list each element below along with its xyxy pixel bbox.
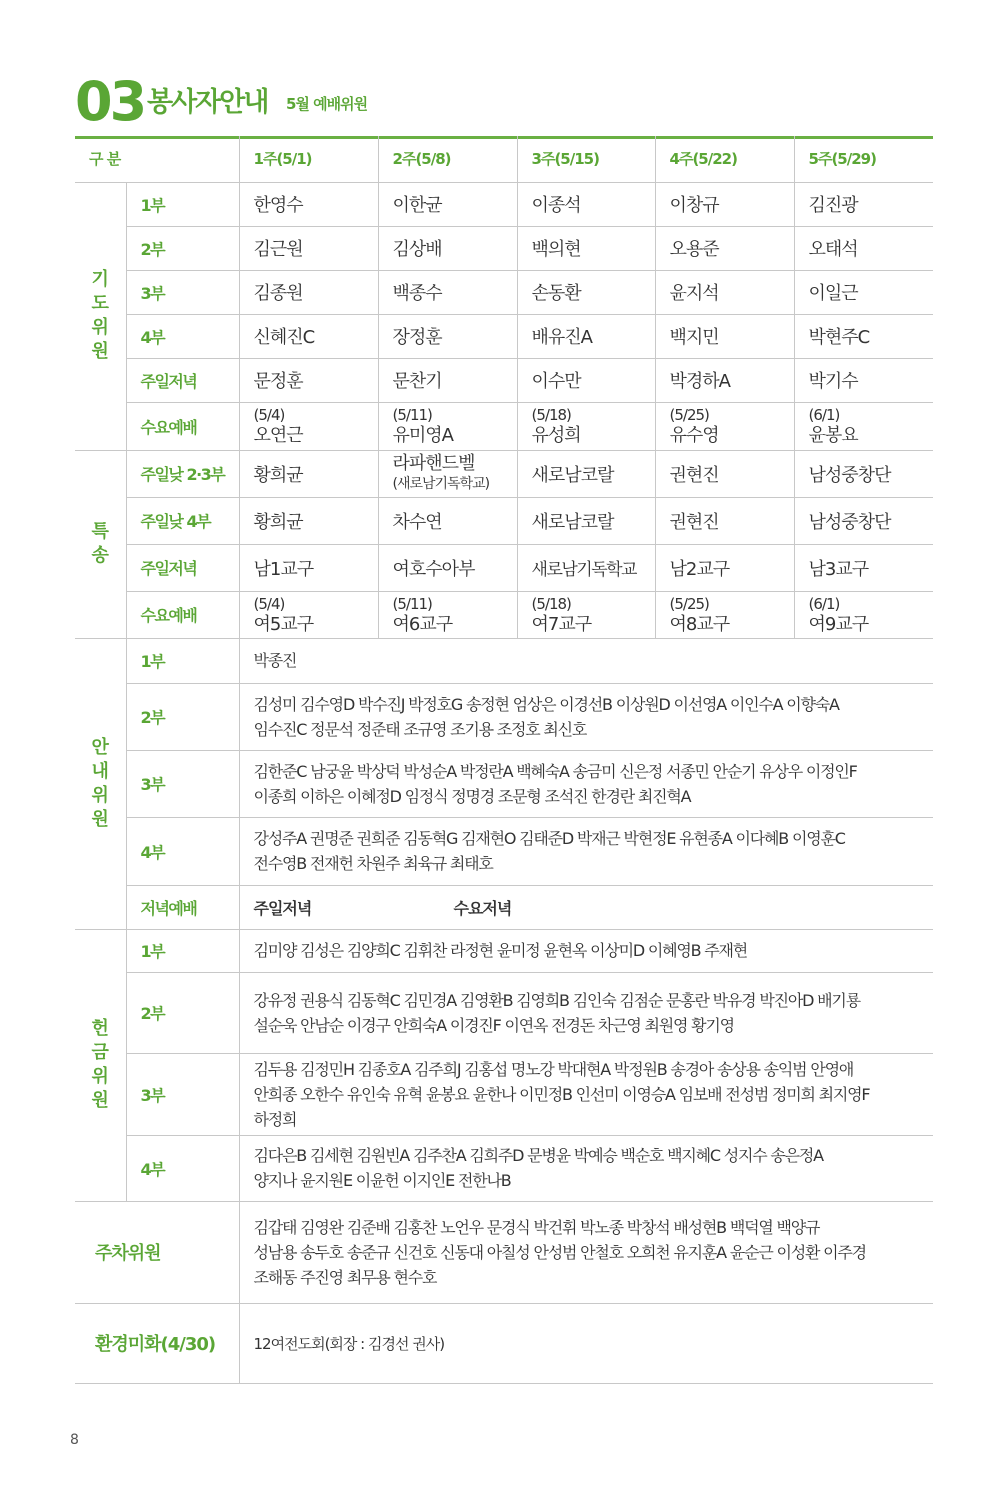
table-row — [75, 1201, 933, 1303]
row-label: 주일낮 4부 — [126, 497, 239, 544]
week-header: 2주(5/8) — [378, 136, 517, 182]
names-line: 김갑태 김영완 김준배 김홍찬 노언우 문경식 박건휘 박노종 박창석 배성현B 백덕열 백양규 — [253, 1217, 820, 1237]
wed-cell — [517, 591, 655, 638]
row-label: 주일저녁 — [126, 358, 239, 402]
name-cell: 권현진 — [655, 497, 794, 544]
wed-cell — [655, 402, 794, 450]
wed-cell — [378, 591, 517, 638]
names-list — [239, 683, 933, 750]
wed-cell — [378, 402, 517, 450]
row-label: 수요예배 — [126, 591, 239, 638]
wed-cell — [239, 402, 378, 450]
names-line: 양지나 윤지원E 이윤헌 이지인E 전한나B — [253, 1171, 511, 1190]
row-label: 수요예배 — [126, 402, 239, 450]
table-row — [75, 750, 933, 817]
group-label-special — [75, 450, 126, 638]
wed-name: 여7교구 — [531, 613, 592, 635]
name-cell: 김진광 — [794, 182, 933, 226]
wed-date: (5/11) — [392, 594, 432, 613]
wed-name: 여5교구 — [253, 613, 314, 635]
page-header — [75, 68, 933, 139]
names-list — [239, 638, 933, 683]
names-line: 김미양 김성은 김양희C 김휘찬 라정현 윤미정 윤현옥 이상미D 이혜영B 주재현 — [253, 941, 748, 960]
row-label: 주일낮 2·3부 — [126, 450, 239, 497]
wed-name: 여6교구 — [392, 613, 453, 635]
names-line: 김한준C 남궁윤 박상덕 박성순A 박정란A 백혜숙A 송금미 신은정 서종민 안순기 유상우 이정인F — [253, 761, 857, 781]
group-text: 안내위원 — [91, 736, 109, 830]
names-line: 박종진 — [253, 651, 297, 670]
name-cell: 오태석 — [794, 226, 933, 270]
week-header: 3주(5/15) — [517, 136, 655, 182]
names-line: 설순욱 안남순 이경구 안희숙A 이경진F 이연옥 전경돈 차근영 최원영 황기영 — [253, 1015, 734, 1035]
sunday-evening: 주일저녁 — [253, 898, 312, 918]
wed-date: (5/18) — [531, 406, 571, 424]
table-row — [75, 270, 933, 314]
row-label: 3부 — [126, 1053, 239, 1135]
wed-cell — [655, 591, 794, 638]
name-cell: 손동환 — [517, 270, 655, 314]
wed-cell — [794, 591, 933, 638]
names-line: 하정희 — [253, 1109, 297, 1129]
name-main: 라파핸드벨 — [392, 452, 475, 474]
name-cell: 새로남코랄 — [517, 497, 655, 544]
evening-cell — [239, 885, 933, 929]
table-row — [75, 497, 933, 544]
wed-name: 윤봉요 — [808, 425, 858, 446]
names-list — [239, 1135, 933, 1201]
table-row — [75, 817, 933, 885]
names-line: 전수영B 전재헌 차원주 최육규 최태호 — [253, 854, 493, 873]
table-row — [75, 544, 933, 591]
names-list — [239, 750, 933, 817]
wed-name: 유성희 — [531, 425, 581, 446]
name-cell: 이한균 — [378, 182, 517, 226]
table-row — [75, 972, 933, 1053]
names-list — [239, 1201, 933, 1303]
name-cell: 김상배 — [378, 226, 517, 270]
group-text: 헌금위원 — [91, 1018, 109, 1111]
page-number: 8 — [70, 1432, 79, 1448]
name-cell: 이일근 — [794, 270, 933, 314]
table-row — [75, 358, 933, 402]
wed-date: (5/25) — [669, 406, 709, 424]
wed-name: 여8교구 — [669, 613, 730, 635]
names-list — [239, 972, 933, 1053]
section-subtitle: 5월 예배위원 — [286, 95, 368, 113]
name-cell: 김근원 — [239, 226, 378, 270]
name-cell: 남1교구 — [239, 544, 378, 591]
table-row — [75, 929, 933, 972]
name-cell: 박경하A — [655, 358, 794, 402]
name-cell: 백종수 — [378, 270, 517, 314]
name-cell: 배유진A — [517, 314, 655, 358]
table-row — [75, 182, 933, 226]
week-header: 1주(5/1) — [239, 136, 378, 182]
names-line: 김성미 김수영D 박수진J 박정호G 송정현 엄상은 이경선B 이상원D 이선영A 이인수A 이향숙A — [253, 694, 839, 714]
group-text: 특송 — [91, 521, 109, 566]
table-header-row — [75, 136, 933, 182]
row-label: 저녁예배 — [126, 885, 239, 929]
wed-name: 유미영A — [392, 425, 453, 446]
week-header: 5주(5/29) — [794, 136, 933, 182]
table-row — [75, 314, 933, 358]
wed-date: (5/11) — [392, 406, 432, 424]
name-cell: 장정훈 — [378, 314, 517, 358]
name-cell: 황희균 — [239, 497, 378, 544]
name-cell: 한영수 — [239, 182, 378, 226]
group-label-guide — [75, 638, 126, 929]
names-line: 김두용 김정민H 김종호A 김주희J 김홍섭 명노강 박대현A 박정원B 송경아 송상용 송익범 안영애 — [253, 1059, 854, 1079]
names-line: 성남용 송두호 송준규 신건호 신동대 아칠성 안성범 안철호 오희천 유지훈A 윤순근 이성환 이주경 — [253, 1242, 866, 1262]
wed-name: 유수영 — [669, 425, 719, 446]
name-cell: 이수만 — [517, 358, 655, 402]
row-label: 4부 — [126, 1135, 239, 1201]
name-cell: 권현진 — [655, 450, 794, 497]
names-line: 강성주A 권명준 권희준 김동혁G 김재현O 김태준D 박재근 박현정E 유현종A 이다혜B 이영훈C — [253, 829, 845, 848]
row-label: 주일저녁 — [126, 544, 239, 591]
volunteer-table — [75, 136, 933, 1384]
name-cell: 김종원 — [239, 270, 378, 314]
parking-label: 주차위원 — [75, 1201, 239, 1303]
name-cell: 황희균 — [239, 450, 378, 497]
name-cell: 여호수아부 — [378, 544, 517, 591]
environment-text: 12여전도회(회장 : 김경선 권사) — [239, 1303, 933, 1383]
table-row — [75, 1303, 933, 1383]
row-label: 1부 — [126, 182, 239, 226]
wednesday-evening: 수요저녁 — [453, 898, 512, 918]
name-cell: 남2교구 — [655, 544, 794, 591]
row-label: 4부 — [126, 817, 239, 885]
name-cell: 남성중창단 — [794, 497, 933, 544]
table-row — [75, 591, 933, 638]
names-line: 조해동 주진영 최무용 현수호 — [253, 1267, 437, 1287]
names-line: 강유정 권용식 김동혁C 김민경A 김영환B 김영희B 김인숙 김점순 문홍란 박유경 박진아D 배기룡 — [253, 990, 860, 1010]
row-label: 1부 — [126, 638, 239, 683]
table-row — [75, 226, 933, 270]
table-row — [75, 450, 933, 497]
table-row — [75, 1135, 933, 1201]
group-text: 기도위원 — [91, 269, 109, 362]
group-label-prayer — [75, 182, 126, 450]
name-cell: 백의현 — [517, 226, 655, 270]
wed-date: (5/25) — [669, 594, 709, 613]
name-cell: 이창규 — [655, 182, 794, 226]
table-row — [75, 683, 933, 750]
wed-cell — [239, 591, 378, 638]
name-cell: 새로남코랄 — [517, 450, 655, 497]
name-cell: 박기수 — [794, 358, 933, 402]
names-list — [239, 1053, 933, 1135]
names-line: 김다은B 김세현 김원빈A 김주찬A 김희주D 문병윤 박예승 백순호 백지혜C 성지수 송은정A — [253, 1146, 823, 1165]
wed-date: (6/1) — [808, 406, 840, 424]
group-label-offering — [75, 929, 126, 1201]
week-header: 4주(5/22) — [655, 136, 794, 182]
row-label: 1부 — [126, 929, 239, 972]
name-cell: 신혜진C — [239, 314, 378, 358]
table-row — [75, 402, 933, 450]
name-cell: 차수연 — [378, 497, 517, 544]
name-cell: 윤지석 — [655, 270, 794, 314]
names-line: 이종희 이하은 이혜정D 임정식 정명경 조문형 조석진 한경란 최진혁A — [253, 786, 691, 806]
name-cell: 남3교구 — [794, 544, 933, 591]
name-cell: 박현주C — [794, 314, 933, 358]
wed-cell — [517, 402, 655, 450]
section-title: 봉사자안내 — [147, 87, 268, 118]
row-label: 2부 — [126, 972, 239, 1053]
name-cell: 새로남기독학교 — [517, 544, 655, 591]
wed-date: (5/4) — [253, 594, 285, 613]
name-note: (새로남기독학교) — [392, 475, 490, 492]
wed-date: (5/18) — [531, 594, 571, 613]
wed-date: (6/1) — [808, 594, 840, 613]
row-label: 2부 — [126, 226, 239, 270]
names-list — [239, 929, 933, 972]
name-cell: 백지민 — [655, 314, 794, 358]
name-cell: 문찬기 — [378, 358, 517, 402]
table-row — [75, 885, 933, 929]
name-cell: 남성중창단 — [794, 450, 933, 497]
wed-name: 여9교구 — [808, 613, 869, 635]
names-line: 임수진C 정문석 정준태 조규영 조기용 조정호 최신호 — [253, 719, 587, 739]
row-label: 2부 — [126, 683, 239, 750]
row-label: 4부 — [126, 314, 239, 358]
name-cell: 오용준 — [655, 226, 794, 270]
row-label: 3부 — [126, 750, 239, 817]
environment-label: 환경미화(4/30) — [75, 1303, 239, 1383]
name-cell: 이종석 — [517, 182, 655, 226]
wed-name: 오연근 — [253, 425, 303, 446]
section-number: 03 — [75, 70, 145, 133]
wed-cell — [794, 402, 933, 450]
wed-date: (5/4) — [253, 406, 285, 424]
names-list — [239, 817, 933, 885]
table-row — [75, 638, 933, 683]
header-label: 구 분 — [75, 136, 239, 182]
table-row — [75, 1053, 933, 1135]
names-line: 안희종 오한수 유인숙 유혁 윤봉요 윤한나 이민정B 인선미 이영승A 임보배 전성범 정미희 최지영F — [253, 1084, 870, 1104]
name-cell-two-line — [378, 450, 517, 497]
name-cell: 문정훈 — [239, 358, 378, 402]
row-label: 3부 — [126, 270, 239, 314]
